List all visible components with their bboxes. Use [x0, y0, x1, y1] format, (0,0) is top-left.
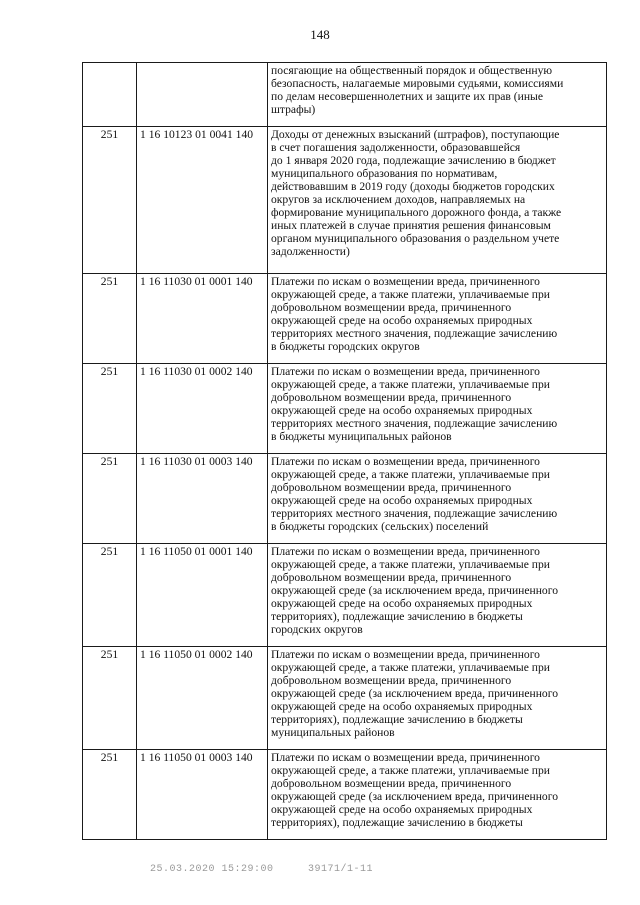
- description-line: действовавшим в 2019 году (доходы бюджетов городских: [271, 180, 555, 193]
- revenue-description-cell: [268, 647, 607, 750]
- description-line: добровольном возмещении вреда, причиненного: [271, 481, 512, 494]
- admin-code-cell: 251: [83, 127, 137, 274]
- description-line: окружающей среде на особо охраняемых природных: [271, 803, 533, 816]
- description-line: Платежи по искам о возмещении вреда, причиненного: [271, 648, 540, 661]
- budget-classification-code-cell: 1 16 11030 01 0001 140: [137, 274, 268, 364]
- description-line: Платежи по искам о возмещении вреда, причиненного: [271, 455, 540, 468]
- description-line: Доходы от денежных взысканий (штрафов), поступающие: [271, 128, 560, 141]
- description-line: Платежи по искам о возмещении вреда, причиненного: [271, 545, 540, 558]
- admin-code-cell: 251: [83, 364, 137, 454]
- description-line: окружающей среде на особо охраняемых природных: [271, 494, 533, 507]
- table-row: [83, 647, 607, 750]
- description-line: штрафы): [271, 103, 316, 116]
- description-line: окружающей среде (за исключением вреда, причиненного: [271, 790, 558, 803]
- description-line: Платежи по искам о возмещении вреда, причиненного: [271, 751, 540, 764]
- revenue-description-cell: [268, 63, 607, 127]
- admin-code-cell: 251: [83, 454, 137, 544]
- admin-code-cell: [83, 63, 137, 127]
- description-line: органом муниципального образования о раздельном учете: [271, 232, 560, 245]
- description-line: Платежи по искам о возмещении вреда, причиненного: [271, 365, 540, 378]
- revenue-description-cell: [268, 454, 607, 544]
- revenue-codes-table: [82, 62, 607, 840]
- description-line: добровольном возмещении вреда, причиненного: [271, 674, 512, 687]
- table-row: [83, 274, 607, 364]
- admin-code-cell: 251: [83, 274, 137, 364]
- description-line: в счет погашения задолженности, образовавшейся: [271, 141, 521, 154]
- footer-stamp: [150, 864, 401, 876]
- table-row: [83, 544, 607, 647]
- table-row: [83, 750, 607, 840]
- description-line: посягающие на общественный порядок и общественную: [271, 64, 553, 77]
- description-line: добровольном возмещении вреда, причиненного: [271, 777, 512, 790]
- budget-classification-code-cell: 1 16 11030 01 0002 140: [137, 364, 268, 454]
- revenue-description-cell: [268, 127, 607, 274]
- budget-classification-code-cell: 1 16 11050 01 0002 140: [137, 647, 268, 750]
- description-line: формирование муниципального дорожного фонда, а также: [271, 206, 562, 219]
- description-line: добровольном возмещении вреда, причиненного: [271, 301, 512, 314]
- description-line: территориях местного значения, подлежащие зачислению: [271, 507, 558, 520]
- description-line: окружающей среде (за исключением вреда, причиненного: [271, 584, 558, 597]
- description-line: муниципальных районов: [271, 726, 395, 739]
- description-line: окружающей среде, а также платежи, уплачиваемые при: [271, 764, 550, 777]
- description-line: территориях местного значения, подлежащие зачислению: [271, 417, 558, 430]
- budget-classification-code-cell: 1 16 11030 01 0003 140: [137, 454, 268, 544]
- table-body: [83, 63, 607, 840]
- footer-doc-id: 39171/1-11: [308, 864, 374, 875]
- description-line: округов за исключением доходов, направляемых на: [271, 193, 526, 206]
- table-row: [83, 63, 607, 127]
- description-line: по делам несовершеннолетних и защите их прав (иные: [271, 90, 543, 103]
- description-line: в бюджеты муниципальных районов: [271, 430, 452, 443]
- description-line: добровольном возмещении вреда, причиненного: [271, 391, 512, 404]
- description-line: муниципального образования по нормативам,: [271, 167, 498, 180]
- description-line: территориях местного значения, подлежащие зачислению: [271, 327, 558, 340]
- admin-code-cell: 251: [83, 544, 137, 647]
- description-line: окружающей среде, а также платежи, уплачиваемые при: [271, 288, 550, 301]
- description-line: окружающей среде на особо охраняемых природных: [271, 314, 533, 327]
- description-line: задолженности): [271, 245, 350, 258]
- description-line: городских округов: [271, 623, 363, 636]
- description-line: территориях), подлежащие зачислению в бюджеты: [271, 816, 523, 829]
- revenue-description-cell: [268, 750, 607, 840]
- description-line: добровольном возмещении вреда, причиненного: [271, 571, 512, 584]
- revenue-description-cell: [268, 274, 607, 364]
- description-line: окружающей среде, а также платежи, уплачиваемые при: [271, 378, 550, 391]
- table-row: [83, 454, 607, 544]
- description-line: окружающей среде на особо охраняемых природных: [271, 404, 533, 417]
- page-number: 148: [310, 27, 330, 42]
- description-line: окружающей среде, а также платежи, уплачиваемые при: [271, 468, 550, 481]
- table-row: [83, 364, 607, 454]
- admin-code-cell: 251: [83, 750, 137, 840]
- budget-classification-code-cell: 1 16 11050 01 0003 140: [137, 750, 268, 840]
- budget-classification-code-cell: 1 16 10123 01 0041 140: [137, 127, 268, 274]
- revenue-description-cell: [268, 544, 607, 647]
- description-line: окружающей среде, а также платежи, уплачиваемые при: [271, 558, 550, 571]
- description-line: иных платежей в случае принятия решения финансовым: [271, 219, 551, 232]
- description-line: в бюджеты городских (сельских) поселений: [271, 520, 489, 533]
- budget-classification-code-cell: 1 16 11050 01 0001 140: [137, 544, 268, 647]
- budget-classification-code-cell: [137, 63, 268, 127]
- description-line: безопасность, налагаемые мировыми судьями, комиссиями: [271, 77, 564, 90]
- description-line: до 1 января 2020 года, подлежащие зачислению в бюджет: [271, 154, 556, 167]
- description-line: окружающей среде на особо охраняемых природных: [271, 597, 533, 610]
- admin-code-cell: 251: [83, 647, 137, 750]
- description-line: территориях), подлежащие зачислению в бюджеты: [271, 713, 523, 726]
- description-line: окружающей среде (за исключением вреда, причиненного: [271, 687, 558, 700]
- footer-timestamp: 25.03.2020 15:29:00: [150, 864, 274, 875]
- description-line: окружающей среде, а также платежи, уплачиваемые при: [271, 661, 550, 674]
- description-line: территориях), подлежащие зачислению в бюджеты: [271, 610, 523, 623]
- description-line: Платежи по искам о возмещении вреда, причиненного: [271, 275, 540, 288]
- table-row: [83, 127, 607, 274]
- revenue-description-cell: [268, 364, 607, 454]
- description-line: в бюджеты городских округов: [271, 340, 420, 353]
- description-line: окружающей среде на особо охраняемых природных: [271, 700, 533, 713]
